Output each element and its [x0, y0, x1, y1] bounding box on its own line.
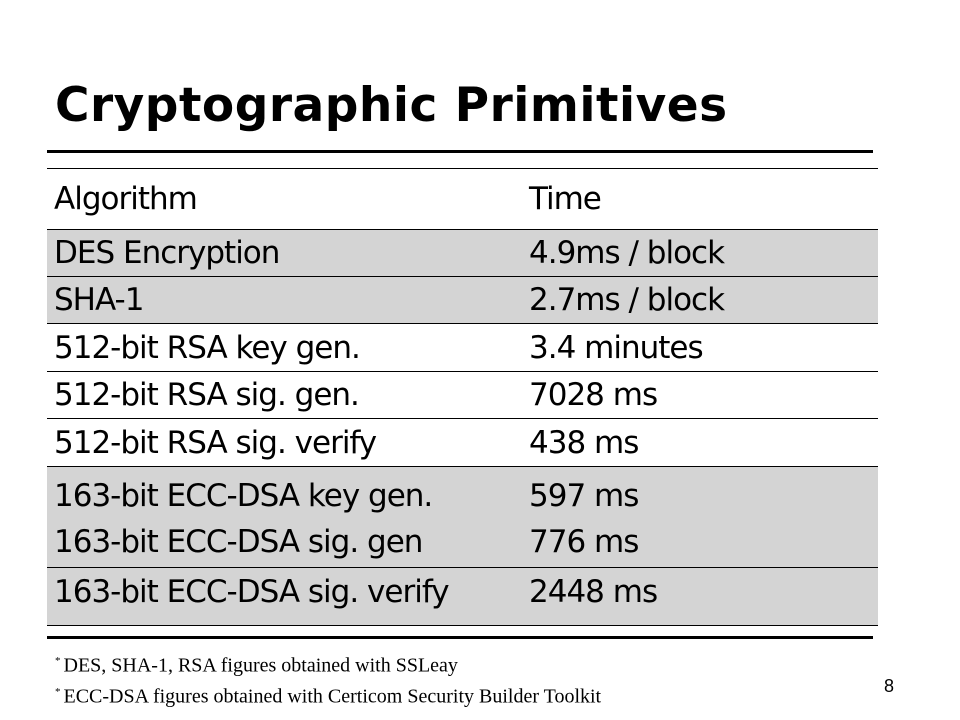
table-row	[47, 277, 878, 324]
footnote	[55, 648, 601, 679]
row-algorithm: 512-bit RSA sig. gen.	[54, 377, 359, 413]
table-header-row	[47, 169, 878, 230]
row-algorithm: 163-bit ECC-DSA key gen.	[54, 478, 433, 514]
table-row	[47, 419, 878, 467]
footnote-text: DES, SHA-1, RSA figures obtained with SSLeay	[63, 654, 458, 677]
row-time: 4.9ms / block	[529, 235, 725, 271]
footnote-text: ECC-DSA figures obtained with Certicom Security Builder Toolkit	[63, 685, 602, 708]
footnote	[55, 679, 601, 710]
row-algorithm: 512-bit RSA key gen.	[54, 329, 360, 366]
row-algorithm: 512-bit RSA sig. verify	[54, 424, 377, 461]
row-time: 438 ms	[529, 424, 639, 461]
row-time: 776 ms	[529, 524, 639, 560]
row-time: 597 ms	[529, 478, 639, 514]
row-time: 2.7ms / block	[529, 282, 725, 318]
row-algorithm: 163-bit ECC-DSA sig. gen	[54, 524, 423, 560]
slide-title: Cryptographic Primitives	[55, 78, 728, 133]
row-time: 3.4 minutes	[529, 329, 703, 366]
header-algorithm: Algorithm	[54, 181, 197, 217]
footnote-marker: *	[55, 685, 61, 698]
footer-divider	[47, 636, 873, 639]
table-row	[47, 230, 878, 277]
footnote-marker: *	[55, 655, 61, 667]
table-row-group	[47, 467, 878, 568]
table-row	[47, 324, 878, 372]
page-number: 8	[884, 676, 895, 696]
table-row	[47, 372, 878, 419]
row-time: 2448 ms	[529, 574, 658, 610]
row-time: 7028 ms	[529, 377, 658, 413]
header-time: Time	[529, 181, 601, 217]
title-divider	[47, 150, 873, 153]
table-row	[47, 568, 878, 626]
row-algorithm: DES Encryption	[54, 235, 280, 271]
primitives-table	[47, 168, 878, 626]
row-algorithm: 163-bit ECC-DSA sig. verify	[54, 574, 449, 610]
footnotes	[55, 648, 601, 709]
row-algorithm: SHA-1	[54, 282, 144, 318]
